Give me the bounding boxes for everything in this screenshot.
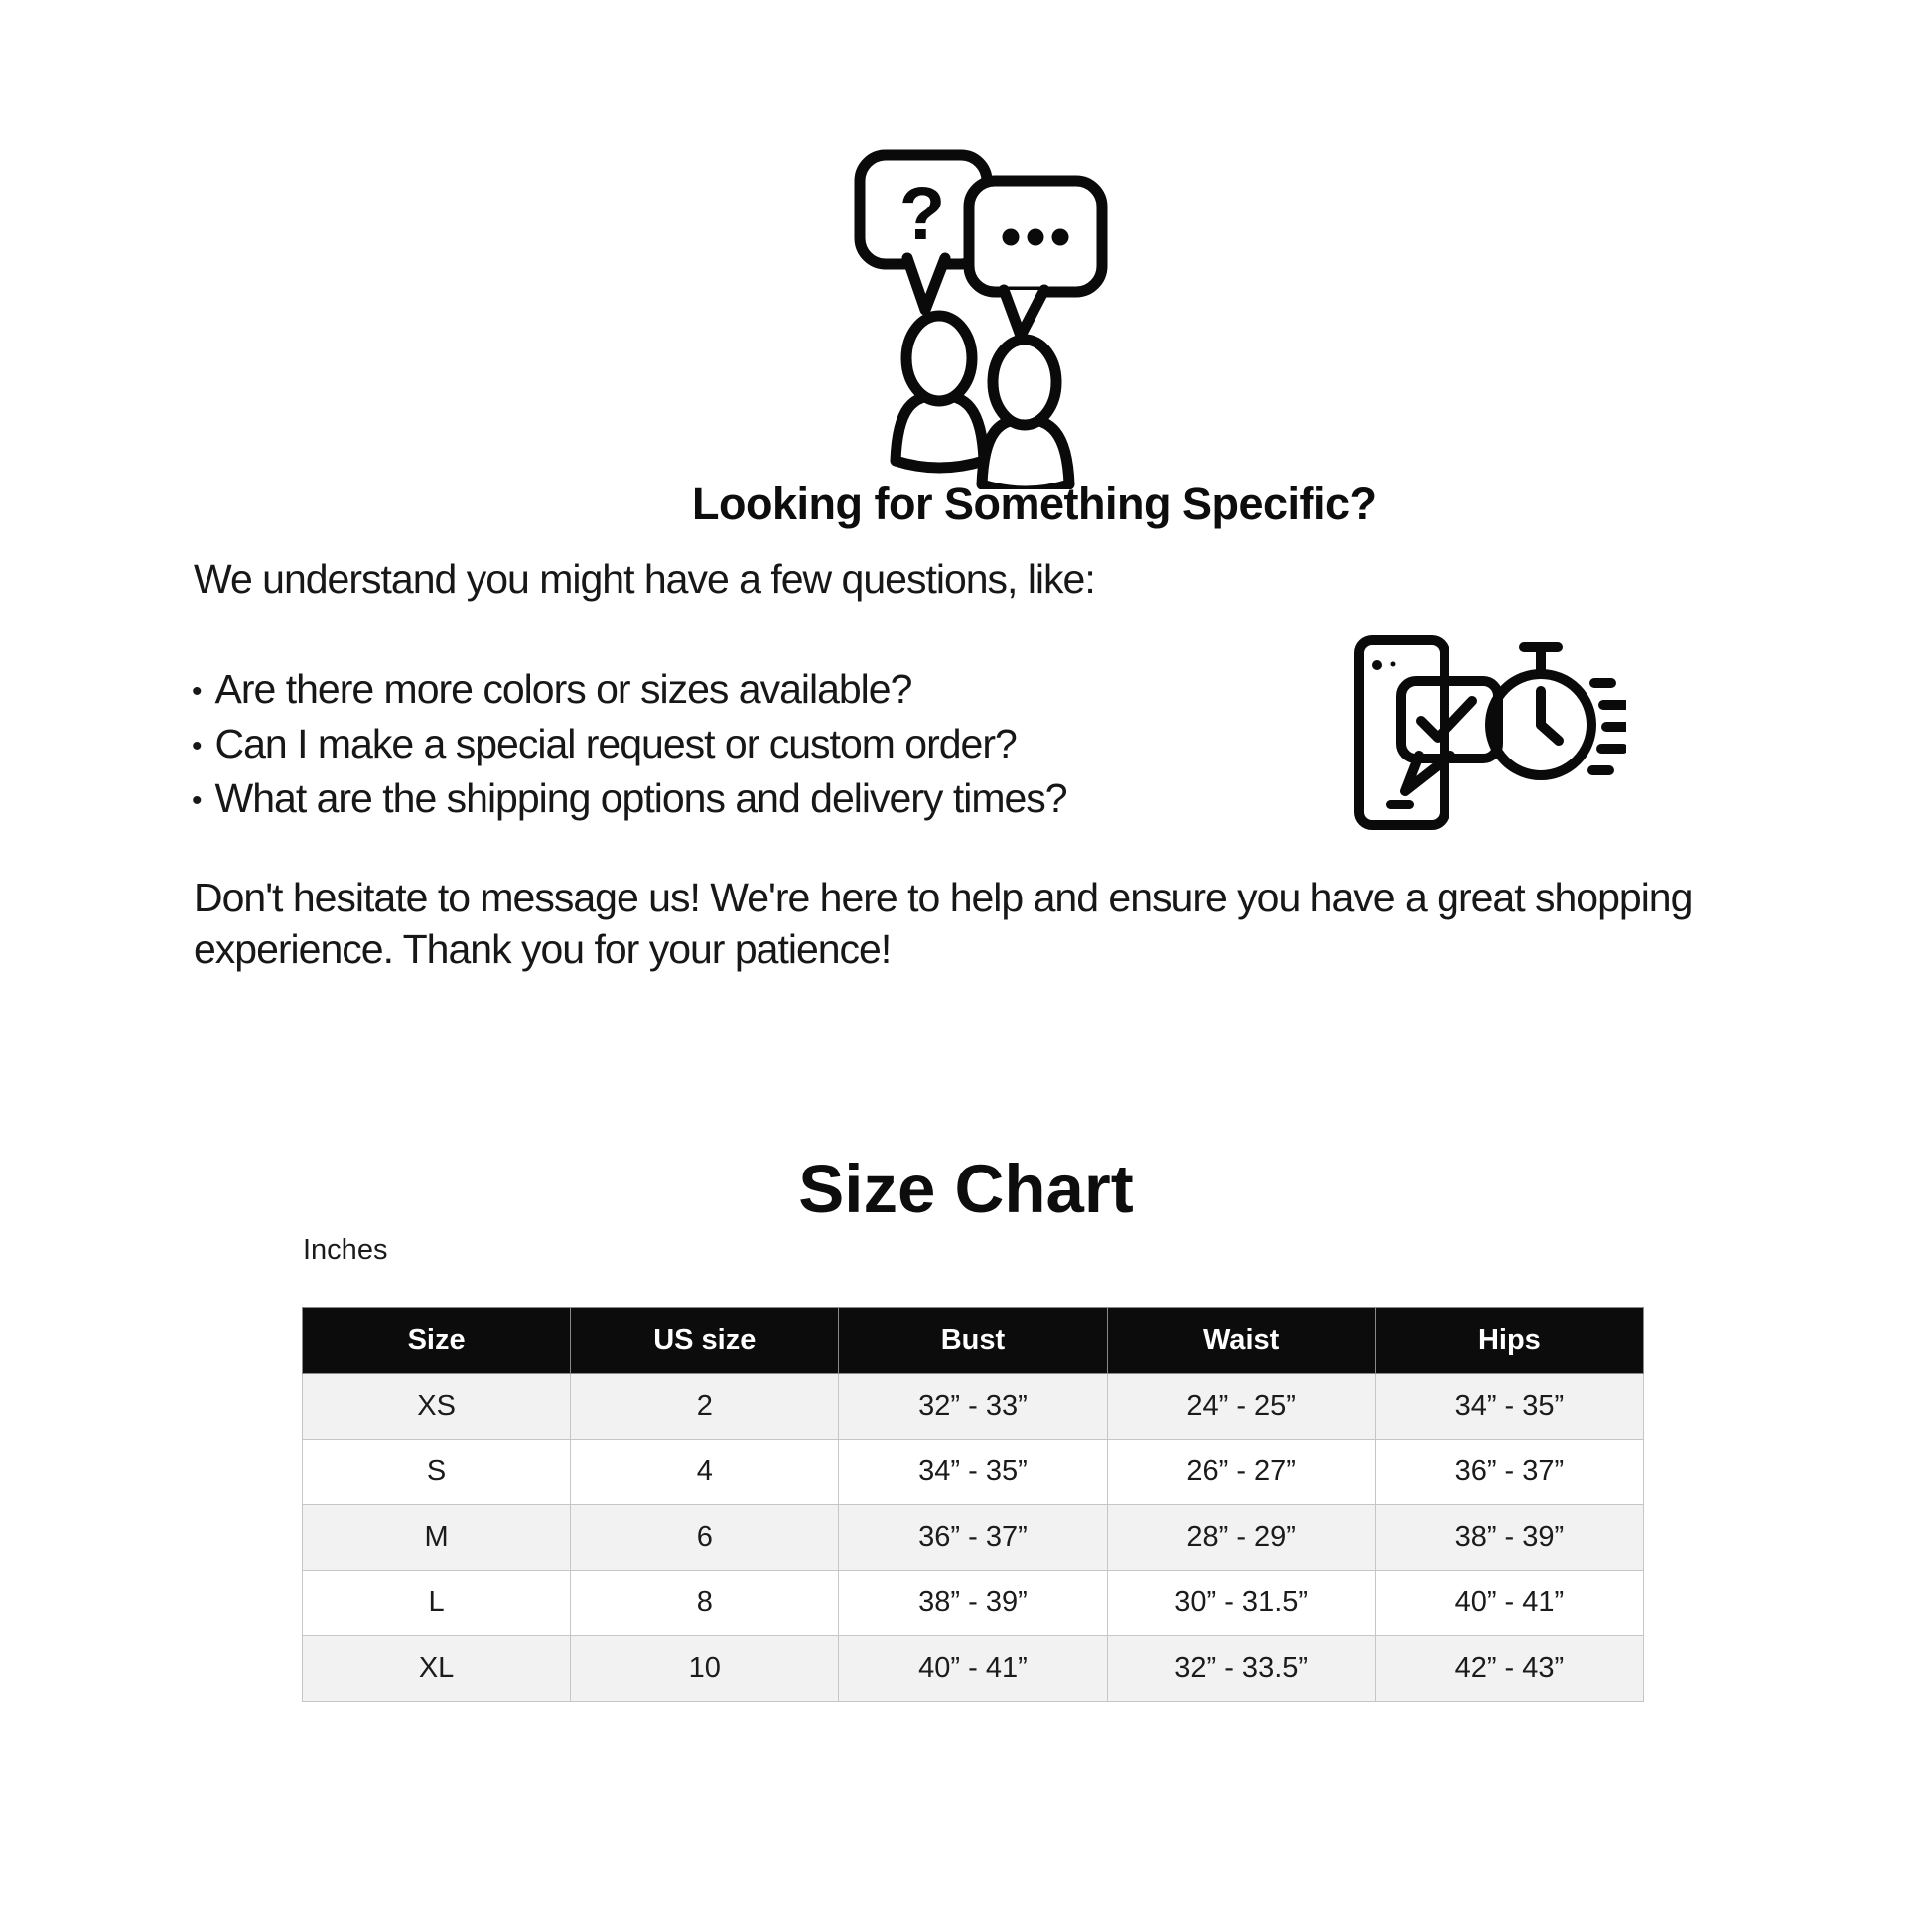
table-cell: 2 — [571, 1374, 839, 1440]
table-cell: 6 — [571, 1505, 839, 1571]
units-label: Inches — [303, 1234, 388, 1266]
table-cell: XL — [303, 1636, 571, 1702]
list-item — [192, 718, 1067, 772]
table-cell: 8 — [571, 1571, 839, 1636]
table-cell: 4 — [571, 1440, 839, 1505]
list-item-text: Are there more colors or sizes available? — [214, 666, 912, 712]
table-cell: L — [303, 1571, 571, 1636]
table-cell: 34” - 35” — [1375, 1374, 1643, 1440]
person-left-icon — [896, 316, 984, 468]
list-item — [192, 772, 1067, 827]
section-heading: Looking for Something Specific? — [692, 479, 1377, 529]
header-row — [303, 1308, 1644, 1374]
person-right-icon — [982, 340, 1069, 489]
stopwatch-icon — [1490, 647, 1626, 775]
table-cell: M — [303, 1505, 571, 1571]
size-chart-title: Size Chart — [798, 1151, 1134, 1227]
bullet-icon: • — [192, 730, 202, 762]
table-cell: 36” - 37” — [1375, 1440, 1643, 1505]
table-row — [303, 1571, 1644, 1636]
outro-line: Don't hesitate to message us! We're here to help and ensure you have a great shopping — [194, 875, 1693, 920]
table-cell: 34” - 35” — [839, 1440, 1107, 1505]
table-cell: 10 — [571, 1636, 839, 1702]
speed-lines — [1592, 683, 1626, 770]
table-row — [303, 1440, 1644, 1505]
bullet-icon: • — [192, 675, 202, 708]
table-row — [303, 1374, 1644, 1440]
table-cell: S — [303, 1440, 571, 1505]
table-cell: 38” - 39” — [839, 1571, 1107, 1636]
dots-speech-bubble — [969, 181, 1102, 336]
outro-text — [194, 872, 1692, 975]
table-row — [303, 1636, 1644, 1702]
table-cell: 26” - 27” — [1107, 1440, 1375, 1505]
list-item-text: Can I make a special request or custom order? — [214, 721, 1017, 766]
bullet-icon: • — [192, 784, 202, 817]
outro-line: experience. Thank you for your patience! — [194, 926, 892, 972]
chat-conversation-icon — [852, 147, 1110, 489]
column-header-hips: Hips — [1375, 1308, 1643, 1374]
size-chart-body — [303, 1374, 1644, 1702]
table-cell: 38” - 39” — [1375, 1505, 1643, 1571]
table-cell: 24” - 25” — [1107, 1374, 1375, 1440]
question-mark-glyph: ? — [898, 172, 946, 256]
table-cell: 40” - 41” — [839, 1636, 1107, 1702]
list-item-text: What are the shipping options and delivery times? — [214, 775, 1067, 821]
table-cell: 36” - 37” — [839, 1505, 1107, 1571]
column-header-size: Size — [303, 1308, 571, 1374]
table-cell: 30” - 31.5” — [1107, 1571, 1375, 1636]
list-item — [192, 663, 1067, 718]
size-chart-header — [303, 1308, 1644, 1374]
column-header-us-size: US size — [571, 1308, 839, 1374]
intro-text: We understand you might have a few questions, like: — [194, 556, 1095, 602]
table-cell: 28” - 29” — [1107, 1505, 1375, 1571]
table-cell: 42” - 43” — [1375, 1636, 1643, 1702]
column-header-waist: Waist — [1107, 1308, 1375, 1374]
table-row — [303, 1505, 1644, 1571]
column-header-bust: Bust — [839, 1308, 1107, 1374]
phone-message-stopwatch-icon — [1353, 635, 1626, 834]
question-list — [192, 663, 1067, 827]
size-chart-table — [302, 1307, 1644, 1702]
table-cell: XS — [303, 1374, 571, 1440]
table-cell: 40” - 41” — [1375, 1571, 1643, 1636]
table-cell: 32” - 33.5” — [1107, 1636, 1375, 1702]
table-cell: 32” - 33” — [839, 1374, 1107, 1440]
